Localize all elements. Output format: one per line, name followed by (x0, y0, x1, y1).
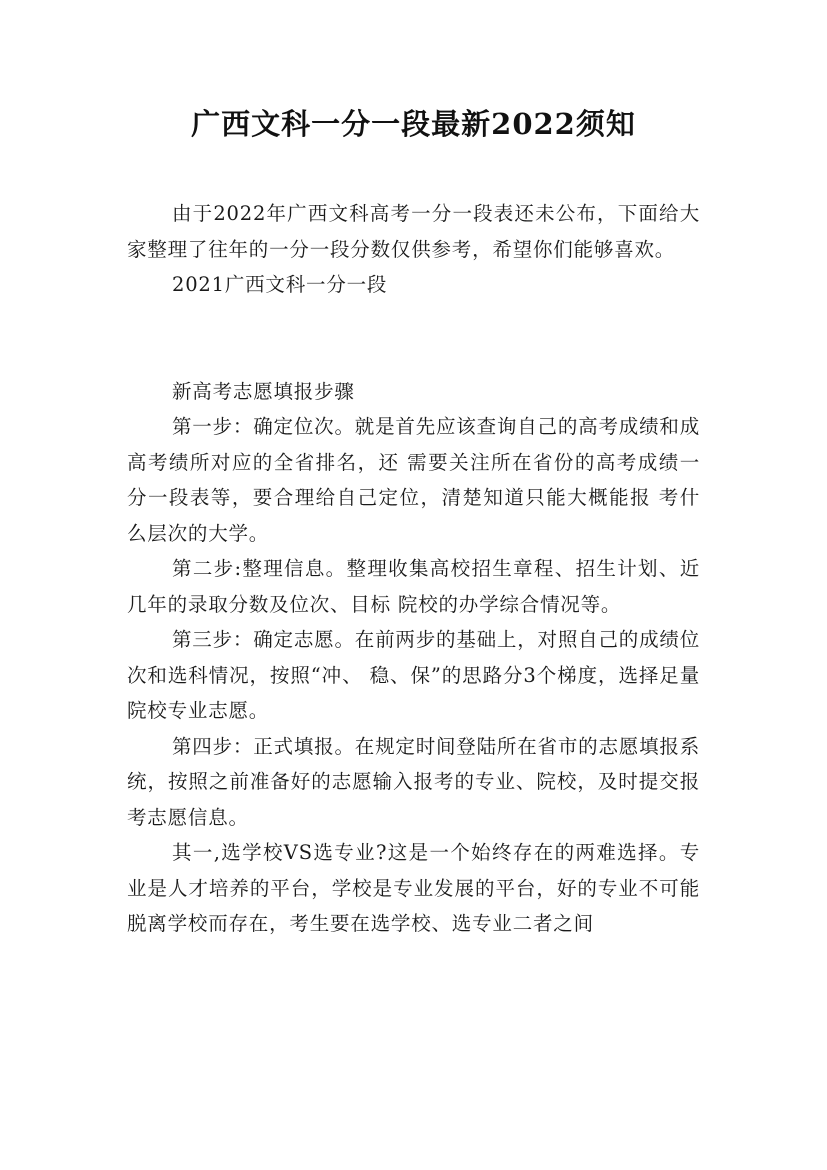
school-vs-major-paragraph: 其一,选学校VS选专业?这是一个始终存在的两难选择。专业是人才培养的平台，学校是专业发展的平台，好的专业不可能脱离学校而存在，考生要在选学校、选专业二者之间 (127, 841, 700, 935)
step-one-paragraph: 第一步：确定位次。就是首先应该查询自己的高考成绩和成高考绩所对应的全省排名，还 需要关注所在省份的高考成绩一分一段表等，要合理给自己定位，清楚知道只能大概能报 考什么层次的大学。 (127, 415, 700, 545)
section-heading-steps: 新高考志愿填报步骤 (172, 379, 355, 403)
step-four-paragraph: 第四步：正式填报。在规定时间登陆所在省市的志愿填报系统，按照之前准备好的志愿输入报考的专业、院校，及时提交报考志愿信息。 (127, 734, 700, 829)
document-body (127, 196, 700, 942)
intro-paragraph: 由于2022年广西文科高考一分一段表还未公布，下面给大家整理了往年的一分一段分数仅供参考，希望你们能够喜欢。 (127, 202, 700, 261)
step-three-paragraph: 第三步：确定志愿。在前两步的基础上，对照自己的成绩位次和选科情况，按照“冲、 稳、保”的思路分3个梯度，选择足量院校专业志愿。 (127, 628, 700, 722)
document-title: 广西文科一分一段最新2022须知 (191, 107, 636, 141)
step-two-paragraph: 第二步:整理信息。整理收集高校招生章程、招生计划、近几年的录取分数及位次、目标 院校的办学综合情况等。 (127, 557, 700, 616)
table-placeholder-space (127, 303, 700, 374)
section-heading-2021: 2021广西文科一分一段 (172, 273, 388, 296)
